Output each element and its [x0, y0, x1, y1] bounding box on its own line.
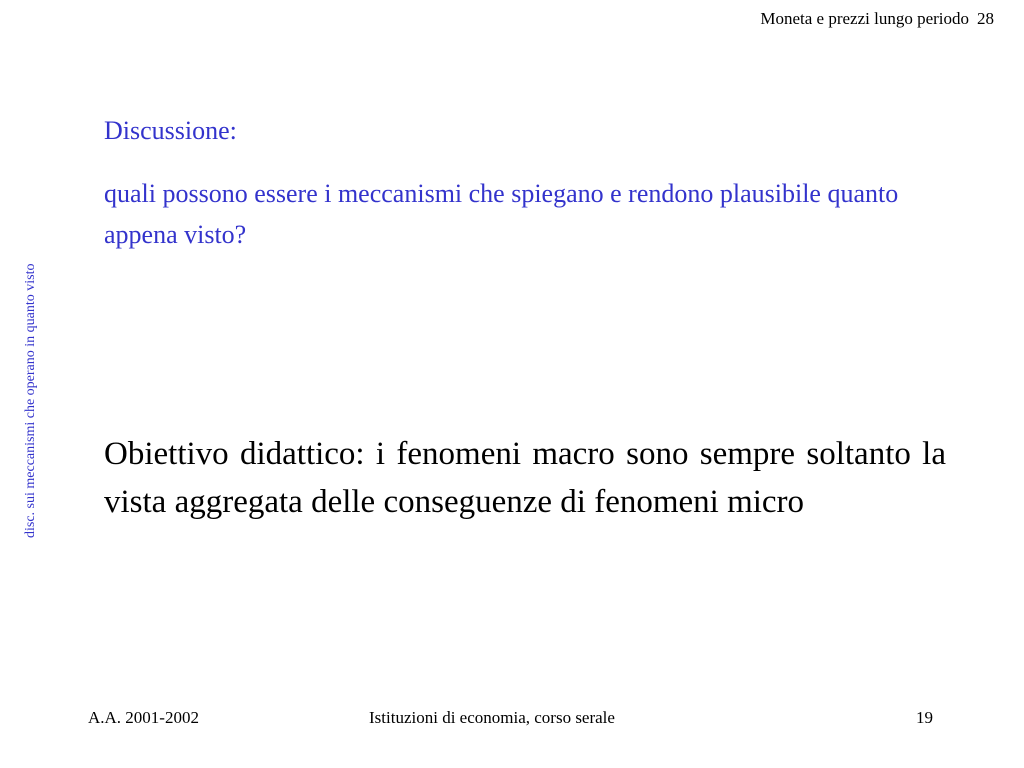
header-slide-number: 28: [977, 9, 994, 28]
objective-text: Obiettivo didattico: i fenomeni macro sono sempre soltanto la vista aggregata delle conseguenze di fenomeni micro: [104, 436, 946, 520]
footer-course-name: Istituzioni di economia, corso serale: [369, 708, 615, 727]
slide-header: [760, 8, 994, 30]
discussion-heading: Discussione:: [104, 116, 237, 145]
footer-page-number: 19: [916, 708, 933, 727]
header-title: Moneta e prezzi lungo periodo: [760, 9, 969, 28]
footer-academic-year: A.A. 2001-2002: [88, 708, 199, 727]
side-note-text: disc. sui meccanismi che operano in quanto visto: [23, 263, 38, 538]
discussion-question: quali possono essere i meccanismi che spiegano e rendono plausibile quanto appena visto?: [104, 179, 899, 249]
side-note: [22, 193, 42, 538]
